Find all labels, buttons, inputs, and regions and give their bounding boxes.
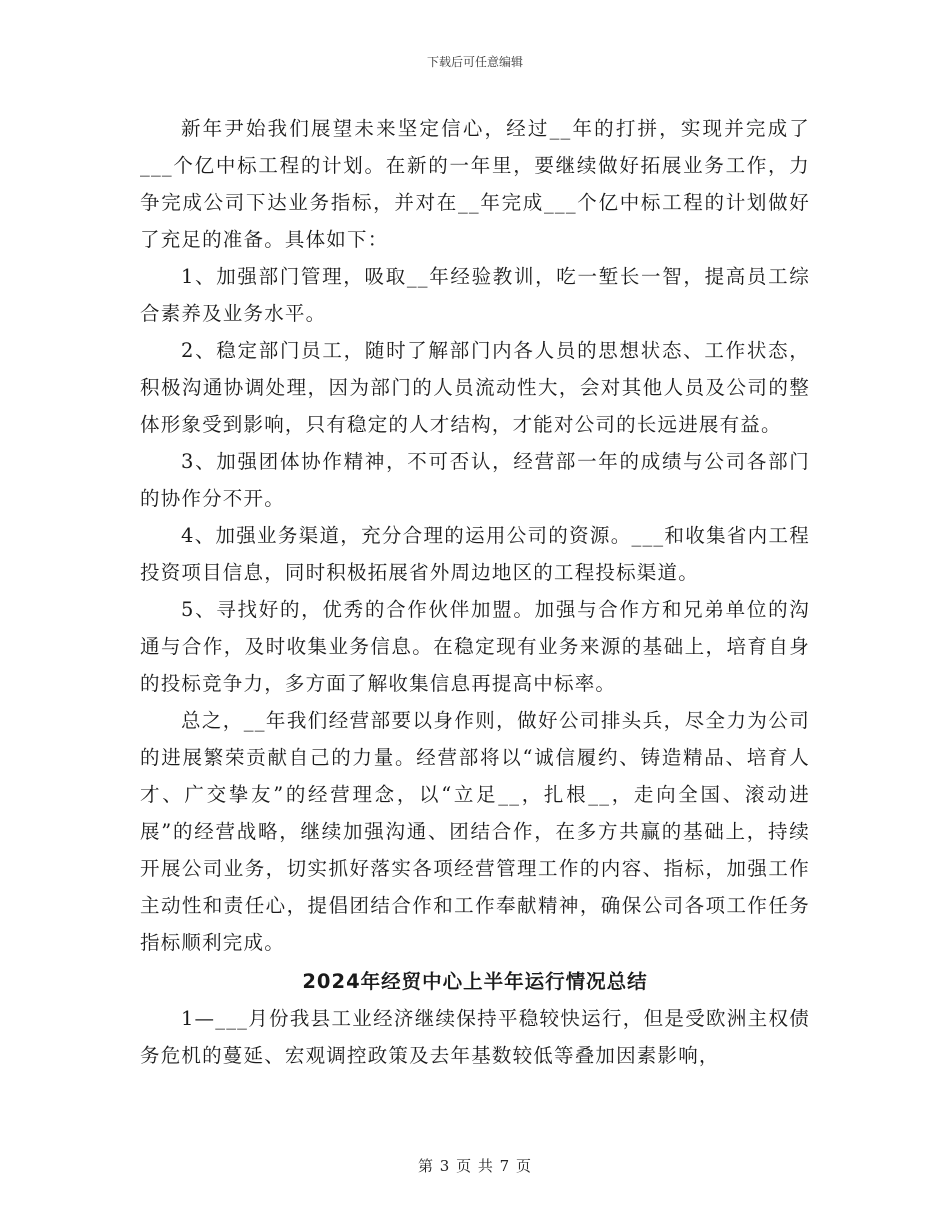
section-title: 2024年经贸中心上半年运行情况总结: [302, 970, 648, 993]
item-2-paragraph: 2、稳定部门员工，随时了解部门内各人员的思想状态、工作状态，积极沟通协调处理，因为部门的人员流动性大，会对其他人员及公司的整体形象受到影响，只有稳定的人才结构，才能对公司的长远进展有益。: [140, 339, 810, 436]
document-body: [140, 110, 810, 1074]
item-4-paragraph: 4、加强业务渠道，充分合理的运用公司的资源。___和收集省内工程投资项目信息，同时积极拓展省外周边地区的工程投标渠道。: [140, 524, 810, 584]
intro-paragraph: 新年尹始我们展望未来坚定信心，经过__年的打拼，实现并完成了___个亿中标工程的计划。在新的一年里，要继续做好拓展业务工作，力争完成公司下达业务指标，并对在__年完成___个亿中标工程的计划做好了充足的准备。具体如下：: [140, 117, 810, 251]
item-1-paragraph: 1、加强部门管理，吸取__年经验教训，吃一堑长一智，提高员工综合素养及业务水平。: [140, 265, 810, 325]
item-5-paragraph: 5、寻找好的，优秀的合作伙伴加盟。加强与合作方和兄弟单位的沟通与合作，及时收集业务信息。在稳定现有业务来源的基础上，培育自身的投标竞争力，多方面了解收集信息再提高中标率。: [140, 598, 810, 695]
section-paragraph: 1—___月份我县工业经济继续保持平稳较快运行，但是受欧洲主权债务危机的蔓延、宏观调控政策及去年基数较低等叠加因素影响，: [140, 1007, 810, 1067]
item-3-paragraph: 3、加强团体协作精神，不可否认，经营部一年的成绩与公司各部门的协作分不开。: [140, 450, 810, 510]
page-header: 下载后可任意编辑: [426, 55, 523, 69]
summary-paragraph: 总之，__年我们经营部要以身作则，做好公司排头兵，尽全力为公司的进展繁荣贡献自己的力量。经营部将以“诚信履约、铸造精品、培育人才、广交挚友”的经营理念，以“立足__，扎根__，走向全国、滚动进展”的经营战略，继续加强沟通、团结合作，在多方共赢的基础上，持续开展公司业务，切实抓好落实各项经营管理工作的内容、指标，加强工作主动性和责任心，提倡团结合作和工作奉献精神，确保公司各项工作任务指标顺利完成。: [140, 709, 810, 954]
page-footer: 第 3 页 共 7 页: [418, 1157, 532, 1175]
